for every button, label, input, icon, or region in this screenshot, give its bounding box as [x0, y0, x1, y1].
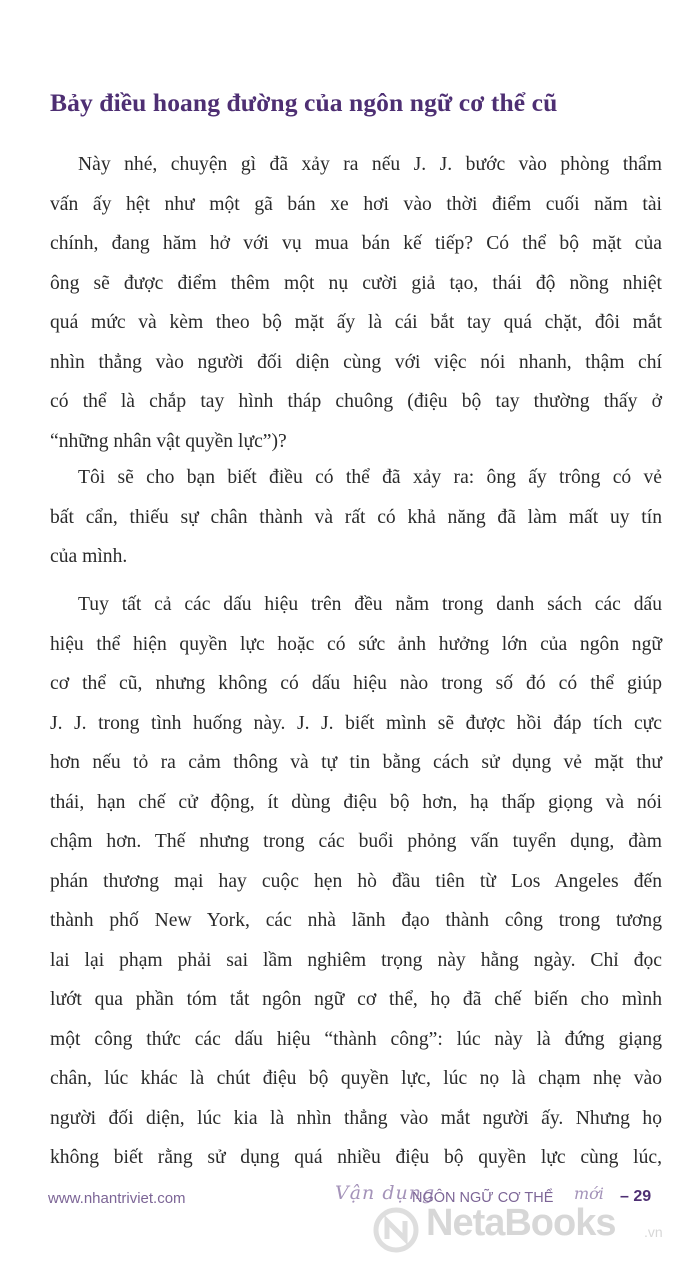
text-line: thái, hạn chế cử động, ít dùng điệu bộ hơn, hạ thấp giọng và nói	[50, 791, 662, 813]
text-line: hiệu thể hiện quyền lực hoặc có sức ảnh hưởng lớn của ngôn ngữ	[50, 633, 662, 655]
text-line: phán thương mại hay cuộc hẹn hò đầu tiên từ Los Angeles đến	[50, 870, 662, 892]
paragraph-2	[50, 458, 662, 577]
text-line: của mình.	[50, 546, 128, 567]
text-line: một công thức các dấu hiệu “thành công”: lúc này là đứng giạng	[50, 1028, 662, 1050]
text-line: lai lại phạm phải sai lầm nghiêm trọng này hằng ngày. Chỉ đọc	[50, 949, 662, 971]
text-line: J. J. trong tình huống này. J. J. biết mình sẽ được hồi đáp tích cực	[50, 712, 662, 734]
text-line: thành phố New York, các nhà lãnh đạo thành công trong tương	[50, 910, 662, 931]
book-title-script: Vận dụng	[335, 1182, 436, 1204]
text-line: không biết rằng sử dụng quá nhiều điệu bộ quyền lực cùng lúc,	[50, 1147, 662, 1168]
text-line: chậm hơn. Thế nhưng trong các buổi phỏng vấn tuyển dụng, đàm	[50, 831, 662, 852]
text-line: chính, đang hăm hở với vụ mua bán kế tiếp? Có thể bộ mặt của	[50, 233, 662, 254]
section-heading: Bảy điều hoang đường của ngôn ngữ cơ thể cũ	[50, 88, 558, 117]
paragraph-1	[50, 145, 662, 461]
text-line: quá mức và kèm theo bộ mặt ấy là cái bắt tay quá chặt, đôi mắt	[50, 312, 662, 333]
netabooks-logo-icon	[372, 1206, 420, 1254]
page-number: – 29	[620, 1188, 652, 1205]
watermark-brand: NetaBooks	[426, 1202, 616, 1244]
paragraph-3	[50, 585, 662, 1178]
book-title-script-suffix: mới	[574, 1184, 604, 1203]
text-line: lướt qua phần tóm tắt ngôn ngữ cơ thể, họ đã chế biến cho mình	[50, 989, 662, 1010]
text-line: ông sẽ được điểm thêm một nụ cười giả tạo, thái độ nồng nhiệt	[50, 272, 662, 294]
text-line: người đối diện, lúc kia là nhìn thẳng vào mắt người ấy. Nhưng họ	[50, 1107, 662, 1129]
website-link[interactable]: www.nhantriviet.com	[48, 1190, 186, 1207]
text-line: có thể là chắp tay hình tháp chuông (điệu bộ tay thường thấy ở	[50, 391, 662, 412]
text-line: nhìn thẳng vào người đối diện cùng với việc nói nhanh, thậm chí	[50, 351, 662, 373]
watermark-suffix: .vn	[644, 1224, 663, 1240]
text-line: vấn ấy hệt như một gã bán xe hơi vào thời điểm cuối năm tài	[50, 193, 662, 215]
book-title: NGÔN NGỮ CƠ THỂ	[412, 1190, 554, 1206]
text-line: hơn nếu tỏ ra cảm thông và tự tin bằng cách sử dụng vẻ mặt thư	[50, 752, 662, 773]
text-line: bất cẩn, thiếu sự chân thành và rất có khả năng đã làm mất uy tín	[50, 506, 662, 528]
text-line: Tôi sẽ cho bạn biết điều có thể đã xảy ra: ông ấy trông có vẻ	[78, 467, 662, 488]
text-line: cơ thể cũ, nhưng không có dấu hiệu nào trong số đó có thể giúp	[50, 673, 662, 694]
text-line: Tuy tất cả các dấu hiệu trên đều nằm trong danh sách các dấu	[78, 594, 662, 615]
text-line: “những nhân vật quyền lực”)?	[50, 430, 287, 452]
text-line: chân, lúc khác là chút điệu bộ quyền lực, lúc nọ là chạm nhẹ vào	[50, 1068, 662, 1089]
page-footer	[0, 1178, 700, 1269]
watermark	[372, 1200, 692, 1260]
text-line: Này nhé, chuyện gì đã xảy ra nếu J. J. bước vào phòng thẩm	[78, 154, 662, 175]
